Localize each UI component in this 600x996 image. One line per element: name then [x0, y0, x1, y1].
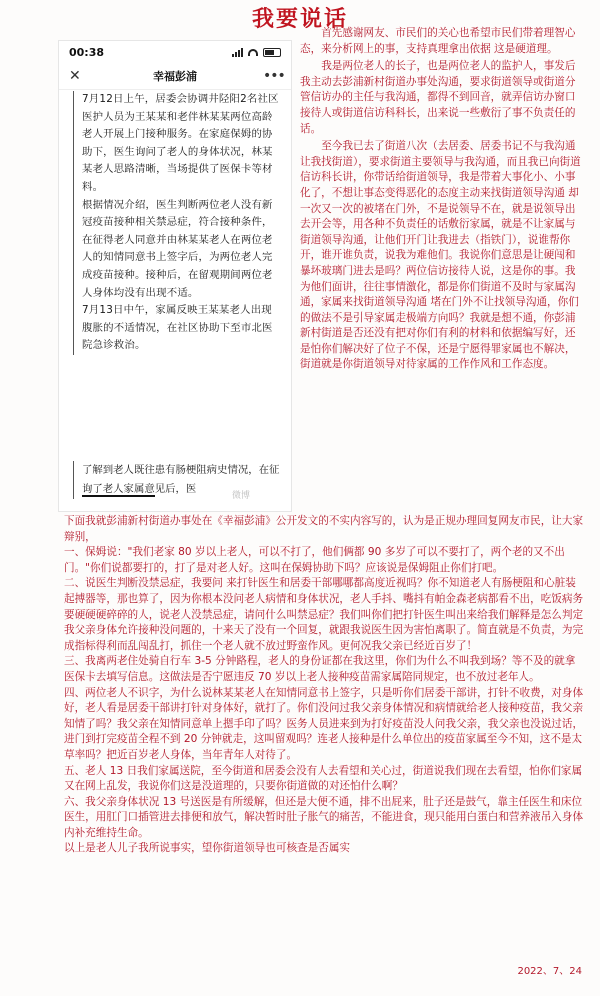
bottom-paragraph: 下面我就彭浦新村街道办事处在《幸福彭浦》公开发文的不实内容写的，认为是正规办理回复网友市民，让大家辩别， — [64, 515, 584, 543]
right-paragraph: 我是两位老人的长子，也是两位老人的监护人，事发后我主动去彭浦新村街道办事处沟通，要求街道领导或街道分管信访办的主任与我沟通，都得不到回音，就弄信访办窗口接待人或街道信访科科长，出来说一些敷衍了事不负责任的话。 — [300, 60, 576, 135]
right-paragraph: 首先感谢网友、市民们的关心也希望市民们带着理智心态，来分析网上的事，支持真理拿出依据 这是硬道理。 — [300, 27, 576, 55]
article-text: 见后，医 — [154, 483, 197, 495]
account-title: 幸福彭浦 — [153, 70, 197, 83]
more-icon[interactable]: ••• — [263, 68, 285, 84]
main-title: 我要说话 — [251, 7, 348, 32]
signal-icon — [232, 48, 243, 57]
article-body — [73, 91, 280, 355]
article-paragraph: 7月12日上午，居委会协调井陉阳2名社区医护人员为王某某和老伴林某某两位高龄老人开展上门接种服务。在家庭保姆的协助下，医生询问了老人的身体状况，林某某老人思路清晰，当场提供了医保卡等材料。 — [82, 93, 279, 193]
watermark: 微博 — [232, 491, 251, 501]
close-icon[interactable]: ✕ — [69, 68, 81, 84]
bottom-paragraph: 四、两位老人不识字，为什么说林某某老人在知情同意书上签字，只是听你们居委干部讲，打针不收费，对身体好，老人看是居委干部讲打针对身体好，就打了。你们没问过我父亲身体情况和病情就给老人接种疫苗，我父亲知情了吗？我父亲在知情同意单上摁手印了吗？医务人员进来到为打好疫苗没人问我父亲，我父亲也没说过话，进门到打完疫苗全程不到 20 分钟就走，这叫留观吗？连老人接种是什么单位出的疫苗家属至今不知，这不是太草率吗？把近百岁老人身体，当年青年人对待了。 — [64, 686, 584, 761]
underlined-text: 询了老人家属意 — [82, 483, 155, 495]
wifi-icon — [248, 49, 258, 56]
bottom-paragraph: 六、我父亲身体状况 13 号送医是有所缓解，但还是大便不通，排不出屁来，肚子还是鼓气，靠主任医生和床位医生，用肛门口插管进去排便和放气，解决暂时肚子胀气的痛苦，不能进食，现只能用白蛋白和营养液吊入身体内补充维持生命。 — [64, 795, 584, 839]
article-paragraph: 根据情况介绍，医生判断两位老人没有新冠疫苗接种相关禁忌症，符合接种条件，在征得老人同意并由林某某老人在两位老人的知情同意书上签字后，为两位老人完成疫苗接种。接种后，在留观期间两位老人身体均没有出现不适。 — [82, 198, 273, 299]
right-column-text — [300, 26, 582, 373]
phone-screenshot — [58, 40, 292, 512]
bottom-paragraph: 二、说医生判断没禁忌症，我要问 来打针医生和居委干部哪哪都高度近视吗？你不知道老人有肠梗阻和心脏装起搏器等，那也算了，因为你根本没问老人病情和身体状况，老人手抖、嘴抖有帕金森老病都看不出，吃饭病务要硬硬硬碎碎的人，说老人没禁忌症，请问什么叫禁忌症？我们叫你们把打针医生叫出来给我们解释是怎么判定我父亲身体允许接种没问题的，十来天了没有一个回复，就跟我说医生因为害怕离职了。简直就是不负责，为完成指标得利而乱闯乱打，抓住一个老人就不放过野蛮作风。更何况我父亲已经近百岁了！ — [64, 577, 584, 652]
bottom-paragraph: 以上是老人儿子我所说事实，望你街道领导也可核查是否属实 — [64, 842, 351, 855]
status-icons — [232, 48, 281, 57]
bottom-paragraph: 一、保姆说："我们老家 80 岁以上老人，可以不打了，他们俩都 90 多岁了可以不要打了，两个老的又不出门。"你们说都要打的，打了是对老人好。这叫在保姆协助下吗？应该说是保姆阻止你们打吧。 — [64, 546, 565, 574]
bottom-paragraph: 三、我离两老住处骑自行车 3-5 分钟路程，老人的身份证都在我这里，你们为什么不叫我到场？等不及的就拿医保卡去填写信息。这做法是否宁愿违反 70 岁以上老人接种疫苗需家属陪同规定，也不放过老年人。 — [64, 655, 576, 683]
document-date: 2022、7、24 — [517, 966, 582, 977]
article-navbar — [59, 63, 291, 90]
status-bar — [59, 41, 291, 63]
right-paragraph: 至今我已去了街道八次（去居委、居委书记不与我沟通让我找街道），要求街道主要领导与我沟通，而且我已向街道信访科长讲，你带话给街道领导，我是带着大事化小、小事化了，不想让事态变得恶化的态度主动来找街道领导沟通 却一次又一次的被堵在门外，不是说领导不在，就是说领导出去开会等，用各种不负责任的话敷衍家属，就是不让家属与街道领导沟通，让他们开门让我进去（指铁门），说谁帮你开，谁开谁负责，说我为难他们。我说你们意思是让硬闯和暴坏玻璃门进去是吗？两位信访接待人说，这是你的事。我为他们面讲，往往事情激化，都是你们街道不及时与家属沟通，家属来找街道领导沟通 堵在门外不让找领导沟通，你们的做法不是引导家属走极端方向吗？我就是想不通，你彭浦新村街道是否还没有把对你们有利的材料和依据编写好，还是怕你们解决好了位子不保，还是宁愿得罪家属也不解决，街道就是你街道领导对待家属的工作作风和工作态度。 — [300, 140, 581, 371]
bottom-text — [64, 514, 584, 857]
article-text: 了解到老人既往患有肠梗阻病史情况，在征 — [82, 464, 280, 476]
battery-icon — [263, 48, 281, 57]
article-paragraph: 7月13日中午，家属反映王某某老人出现腹胀的不适情况，在社区协助下至市北医院急诊救治。 — [82, 304, 273, 352]
bottom-paragraph: 五、老人 13 日我们家属送院，至今街道和居委会没有人去看望和关心过，街道说我们现在去看望，怕你们家属又在网上乱发，我说你们这是没道理的，只要你街道做的对还怕什么啊？ — [64, 764, 583, 793]
status-time: 00:38 — [69, 45, 105, 59]
